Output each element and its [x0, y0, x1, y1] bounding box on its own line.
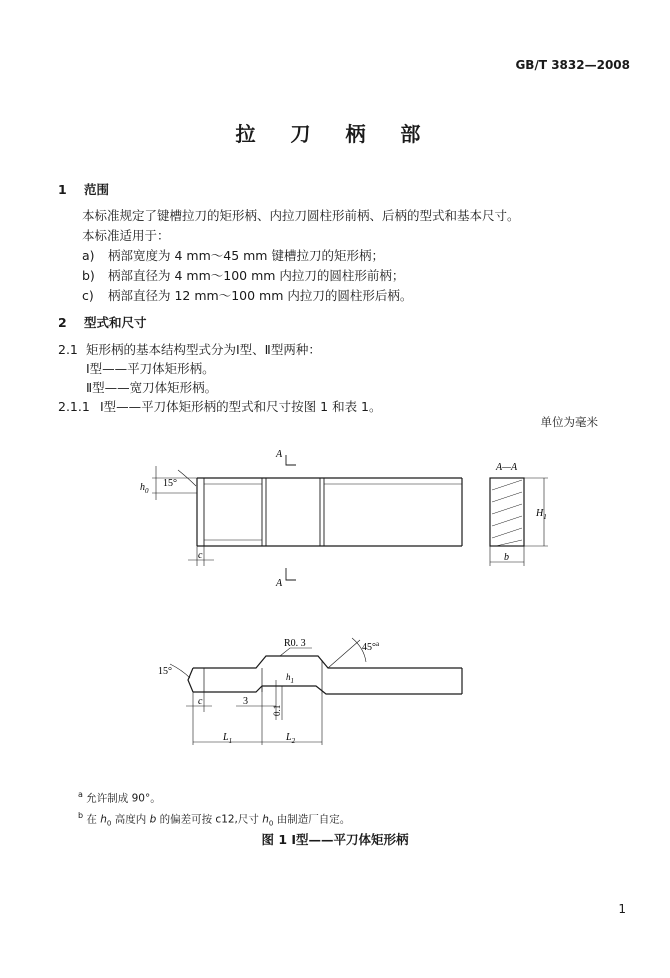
- page-number: 1: [618, 902, 626, 916]
- side-section-lines: [204, 660, 322, 694]
- section-hatching: [492, 480, 522, 546]
- H1-symbol: H: [536, 508, 544, 519]
- section-number: 2: [58, 315, 67, 330]
- dim-3-label: 3: [243, 696, 248, 707]
- section-label-bottom: A: [276, 578, 283, 589]
- footnote-text: 高度内: [111, 813, 150, 826]
- footnote-a: [78, 790, 161, 806]
- shank-section-lines: [204, 478, 324, 546]
- radius-leader: [280, 648, 312, 656]
- L1-label: [222, 732, 232, 745]
- section-marker-bottom: [286, 568, 296, 580]
- chamfer-lines: [204, 484, 462, 540]
- paragraph: 本标准适用于：: [82, 228, 170, 243]
- h1-label: [286, 672, 294, 685]
- angle-45-note: a: [376, 640, 380, 648]
- section-marker-top: [286, 455, 296, 465]
- L2-symbol: L: [286, 732, 292, 743]
- side-profile-top: [193, 656, 462, 668]
- angle-45-label: [362, 640, 380, 653]
- page-title: 拉 刀 柄 部: [235, 122, 435, 146]
- radius-label: R0. 3: [284, 638, 306, 649]
- c-label-bottom: c: [198, 696, 203, 707]
- footnote-marker: a: [78, 790, 83, 799]
- footnote-text: 在: [86, 813, 101, 826]
- angle-45-value: 45°: [362, 642, 376, 653]
- list-marker: a): [82, 248, 95, 263]
- section-view-label: A—A: [496, 462, 518, 473]
- dim-01-label: 0.1: [272, 704, 282, 716]
- list-text: 柄部宽度为 4 mm～45 mm 键槽拉刀的矩形柄；: [108, 248, 384, 263]
- footnote-symbol: h: [262, 813, 269, 826]
- clause-number: 2.1.1: [58, 399, 90, 414]
- footnote-text: 允许制成 90°。: [86, 792, 161, 805]
- section-label-top: A: [276, 449, 283, 460]
- section-rectangle: [490, 478, 524, 546]
- list-text: 柄部直径为 12 mm～100 mm 内拉刀的圆柱形后柄。: [108, 288, 413, 303]
- h1-symbol: h: [286, 672, 291, 682]
- standard-number: GB/T 3832—2008: [515, 58, 630, 72]
- footnote-text: 的偏差可按 c12,尺寸: [156, 813, 263, 826]
- list-marker: c): [82, 288, 94, 303]
- angle-arc-bottom: [170, 664, 190, 678]
- h0-subscript: 0: [145, 487, 149, 495]
- side-profile-bottom: [193, 686, 462, 694]
- h0-symbol: h: [140, 482, 145, 493]
- L1-subscript: 1: [228, 737, 233, 745]
- clause-text: Ⅰ型——平刀体矩形柄的型式和尺寸按图 1 和表 1。: [100, 399, 382, 414]
- h1-subscript: 1: [290, 677, 294, 685]
- clause-text: 矩形柄的基本结构型式分为Ⅰ型、Ⅱ型两种：: [86, 342, 321, 357]
- footnote-text: 由制造厂自定。: [273, 813, 351, 826]
- clause-number: 2.1: [58, 342, 78, 357]
- H1-label: [535, 508, 547, 521]
- angle-15-bottom: 15°: [158, 666, 172, 677]
- h0-label: [140, 482, 149, 495]
- list-marker: b): [82, 268, 95, 283]
- section-title: 型式和尺寸: [84, 315, 147, 330]
- L2-label: [285, 732, 296, 745]
- L2-subscript: 2: [291, 737, 296, 745]
- unit-note: 单位为毫米: [540, 415, 598, 429]
- footnote-b: [78, 811, 350, 828]
- angle-45-leader: [328, 640, 360, 668]
- footnote-subscript: 0: [106, 819, 112, 828]
- angle-15-top: 15°: [163, 478, 177, 489]
- paragraph: 本标准规定了键槽拉刀的矩形柄、内拉刀圆柱形前柄、后柄的型式和基本尺寸。: [82, 208, 520, 223]
- list-text: 柄部直径为 4 mm～100 mm 内拉刀的圆柱形前柄；: [108, 268, 405, 283]
- side-tip: [188, 668, 193, 692]
- b-label: b: [504, 552, 509, 563]
- footnote-subscript: 0: [268, 819, 274, 828]
- footnote-symbol: h: [100, 813, 107, 826]
- type-2-line: Ⅱ型——宽刀体矩形柄。: [86, 380, 218, 395]
- footnote-symbol: b: [149, 813, 157, 826]
- H1-subscript: 1: [543, 513, 547, 521]
- figure-caption: 图 1 Ⅰ型——平刀体矩形柄: [261, 832, 409, 847]
- footnote-marker: b: [78, 811, 84, 820]
- extension-lines: [193, 686, 322, 745]
- type-1-line: Ⅰ型——平刀体矩形柄。: [86, 361, 215, 376]
- L1-symbol: L: [223, 732, 229, 743]
- section-number: 1: [58, 182, 67, 197]
- section-title: 范围: [84, 182, 110, 197]
- c-label-top: c: [198, 550, 203, 561]
